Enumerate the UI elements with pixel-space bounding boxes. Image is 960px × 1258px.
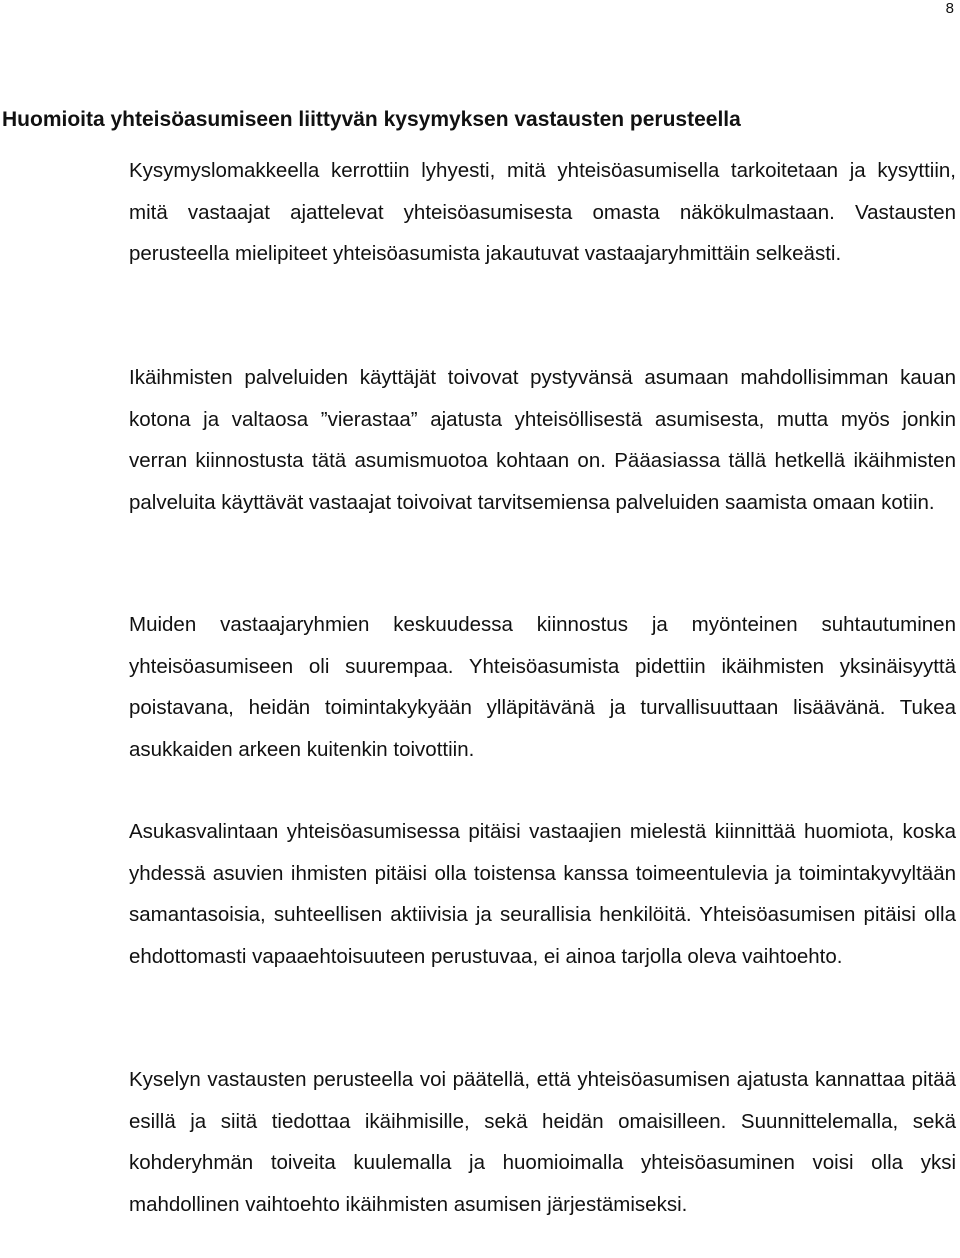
page-number: 8 (945, 0, 954, 17)
paragraph-resident-selection: Asukasvalintaan yhteisöasumisessa pitäisi vastaajien mielestä kiinnittää huomiota, koska yhdessä asuvien ihmisten pitäisi olla toistensa kanssa toimeentulevia ja toimintakyvyltään samantasoisia, suhteellisen aktiivisia ja seurallisia henkilöitä. Yhteisöasumisen pitäisi olla ehdottomasti vapaaehtoisuuteen perustuvaa, ei ainoa tarjolla oleva vaihtoehto. (129, 820, 956, 968)
paragraph-intro: Kysymyslomakkeella kerrottiin lyhyesti, mitä yhteisöasumisella tarkoitetaan ja kysyttiin, mitä vastaajat ajattelevat yhteisöasumisesta omasta näkökulmastaan. Vastausten perusteella mielipiteet yhteisöasumista jakautuvat vastaajaryhmittäin selkeästi. (129, 159, 956, 265)
paragraph-other-groups: Muiden vastaajaryhmien keskuudessa kiinnostus ja myönteinen suhtautuminen yhteisöasumiseen oli suurempaa. Yhteisöasumista pidettiin ikäihmisten yksinäisyyttä poistavana, heidän toimintakykyään ylläpitävänä ja turvallisuuttaan lisäävänä. Tukea asukkaiden arkeen kuitenkin toivottiin. (129, 613, 956, 761)
paragraph-elderly-users: Ikäihmisten palveluiden käyttäjät toivovat pystyvänsä asumaan mahdollisimman kauan kotona ja valtaosa ”vierastaa” ajatusta yhteisöllisestä asumisesta, mutta myös jonkin verran kiinnostusta tätä asumismuotoa kohtaan on. Pääasiassa tällä hetkellä ikäihmisten palveluita käyttävät vastaajat toivoivat tarvitsemiensa palveluiden saamista omaan kotiin. (129, 366, 956, 514)
section-heading: Huomioita yhteisöasumiseen liittyvän kysymyksen vastausten perusteella (2, 108, 741, 131)
paragraph-conclusion: Kyselyn vastausten perusteella voi päätellä, että yhteisöasumisen ajatusta kannattaa pitää esillä ja siitä tiedottaa ikäihmisille, sekä heidän omaisilleen. Suunnittelemalla, sekä kohderyhmän toiveita kuulemalla ja huomioimalla yhteisöasuminen voisi olla yksi mahdollinen vaihtoehto ikäihmisten asumisen järjestämiseksi. (129, 1068, 956, 1216)
